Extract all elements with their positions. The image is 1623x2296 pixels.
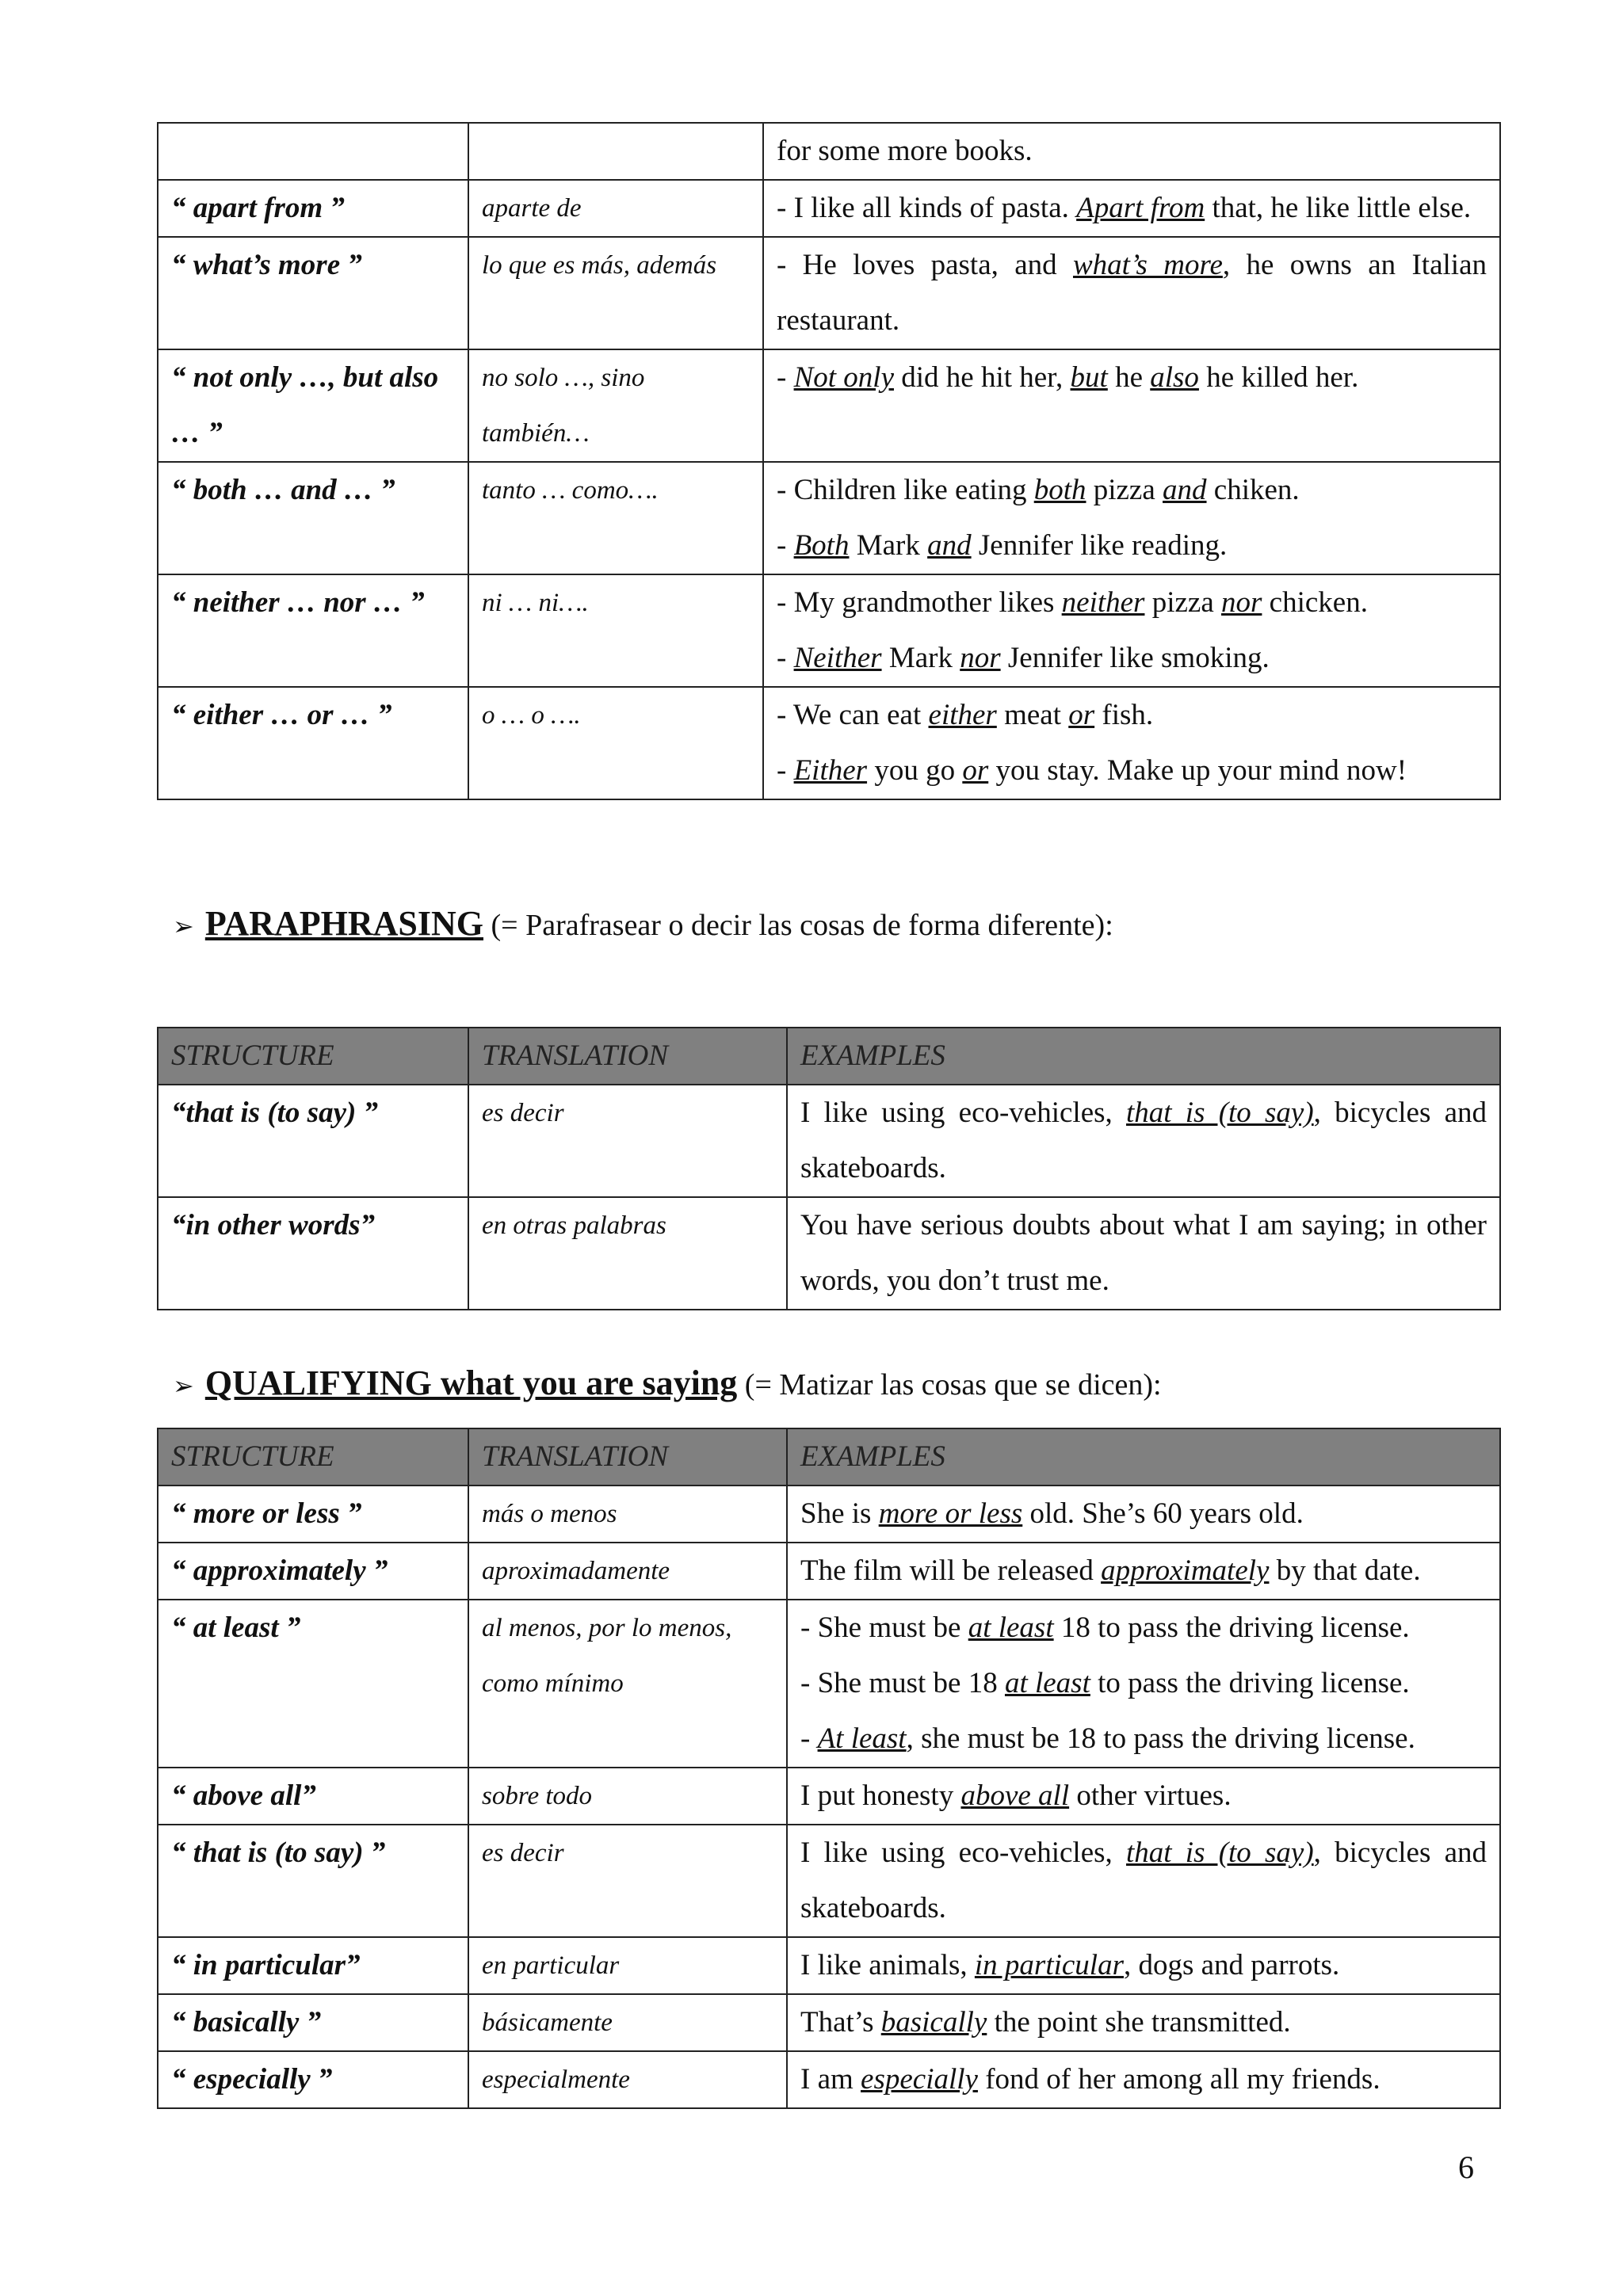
example-text: to pass the driving license. [1090, 1667, 1410, 1699]
examples-cell [787, 1197, 1500, 1310]
highlighted-expression: nor [1221, 586, 1262, 619]
example-text: I put honesty [800, 1779, 961, 1812]
example-text: - [777, 642, 794, 674]
structure-cell: “ not only …, but also … ” [158, 349, 468, 462]
header-cell: EXAMPLES [787, 1028, 1500, 1085]
example-line [777, 238, 1487, 349]
examples-cell [763, 687, 1500, 799]
table-row [158, 123, 1500, 180]
example-text: - [800, 1722, 818, 1755]
table-row [158, 1543, 1500, 1600]
example-text: did he hit her, [894, 361, 1071, 394]
example-text: that, he like little else. [1205, 192, 1472, 224]
highlighted-expression: above all [960, 1779, 1070, 1812]
example-line [800, 2052, 1487, 2107]
structure-cell: “that is (to say) ” [158, 1085, 468, 1197]
translation-cell: básicamente [468, 1994, 787, 2051]
examples-cell [787, 1994, 1500, 2051]
table-body [158, 1028, 1500, 1310]
structure-cell: “ neither … nor … ” [158, 574, 468, 687]
structure-cell: “ that is (to say) ” [158, 1825, 468, 1937]
paraphrasing-table [157, 1027, 1501, 1310]
translation-cell: más o menos [468, 1486, 787, 1543]
table-row [158, 1600, 1500, 1768]
section-note: (= Parafrasear o decir las cosas de forma diferente): [483, 909, 1113, 942]
examples-cell [787, 1825, 1500, 1937]
example-text: , she must be 18 to pass the driving license. [906, 1722, 1415, 1755]
example-text: - He loves pasta, and [777, 249, 1073, 281]
structure-cell: “in other words” [158, 1197, 468, 1310]
translation-cell: ni … ni…. [468, 574, 763, 687]
structure-cell: “ more or less ” [158, 1486, 468, 1543]
examples-cell [763, 349, 1500, 462]
structure-cell: “ either … or … ” [158, 687, 468, 799]
highlighted-expression: especially [861, 2063, 978, 2096]
highlighted-expression: neither [1061, 586, 1145, 619]
highlighted-expression: and [927, 529, 972, 562]
example-text: 18 to pass the driving license. [1053, 1611, 1410, 1644]
example-text: Mark [881, 642, 960, 674]
examples-cell [763, 462, 1500, 574]
example-text: - [777, 361, 794, 394]
qualifying-table [157, 1428, 1501, 2109]
example-text: , bicycles and skateboards. [800, 1836, 1487, 1924]
translation-cell: lo que es más, además [468, 237, 763, 349]
example-line [800, 1486, 1487, 1542]
example-text: That’s [800, 2006, 881, 2039]
example-text: chicken. [1262, 586, 1368, 619]
example-text: the point she transmitted. [987, 2006, 1291, 2039]
example-line [800, 1085, 1487, 1196]
table-row [158, 1825, 1500, 1937]
table-row [158, 1486, 1500, 1543]
highlighted-expression: and [1163, 474, 1207, 506]
example-text: The film will be released [800, 1554, 1102, 1587]
translation-cell [468, 123, 763, 180]
example-text: Jennifer like smoking. [1000, 642, 1270, 674]
highlighted-expression: both [1033, 474, 1086, 506]
header-cell: TRANSLATION [468, 1028, 787, 1085]
examples-cell [763, 180, 1500, 237]
example-text: you go [867, 754, 963, 787]
highlighted-expression: what’s more [1072, 249, 1223, 281]
highlighted-expression: Both [793, 529, 850, 562]
examples-cell [763, 123, 1500, 180]
table-body [158, 1428, 1500, 2108]
example-text: I like using eco-vehicles, [800, 1836, 1127, 1869]
structure-cell: “ what’s more ” [158, 237, 468, 349]
highlighted-expression: Either [793, 754, 868, 787]
examples-cell [787, 1543, 1500, 1600]
connectors-table-continued [157, 122, 1501, 800]
example-text: Jennifer like reading. [971, 529, 1228, 562]
example-line [777, 350, 1487, 406]
example-text: - I like all kinds of pasta. [777, 192, 1077, 224]
header-cell: STRUCTURE [158, 1428, 468, 1486]
section-heading-qualifying [173, 1363, 1162, 1403]
highlighted-expression: basically [880, 2006, 987, 2039]
arrow-bullet-icon: ➢ [173, 911, 194, 941]
example-text: for some more books. [777, 135, 1033, 167]
highlighted-expression: but [1070, 361, 1108, 394]
structure-cell: “ especially ” [158, 2051, 468, 2108]
highlighted-expression: approximately [1101, 1554, 1270, 1587]
translation-cell: es decir [468, 1825, 787, 1937]
highlighted-expression: or [962, 754, 989, 787]
highlighted-expression: Not only [793, 361, 894, 394]
table-row [158, 687, 1500, 799]
structure-cell: “ both … and … ” [158, 462, 468, 574]
translation-cell: o … o …. [468, 687, 763, 799]
example-line [800, 1768, 1487, 1824]
highlighted-expression: Apart from [1076, 192, 1205, 224]
header-cell: STRUCTURE [158, 1028, 468, 1085]
table-header-row [158, 1028, 1500, 1085]
section-title: QUALIFYING what you are saying [204, 1363, 738, 1402]
table-row [158, 1937, 1500, 1994]
example-line [777, 124, 1487, 179]
highlighted-expression: Neither [793, 642, 882, 674]
page-number: 6 [1458, 2149, 1474, 2185]
example-text: - She must be 18 [800, 1667, 1005, 1699]
translation-cell: en particular [468, 1937, 787, 1994]
table-row [158, 1085, 1500, 1197]
section-heading-paraphrasing [173, 903, 1113, 944]
example-text: , bicycles and skateboards. [800, 1097, 1487, 1184]
example-text: - [777, 754, 794, 787]
example-line [800, 1600, 1487, 1656]
example-text: , dogs and parrots. [1123, 1949, 1340, 1981]
examples-cell [787, 2051, 1500, 2108]
example-text: meat [996, 699, 1069, 731]
translation-cell: en otras palabras [468, 1197, 787, 1310]
example-text: Mark [849, 529, 928, 562]
example-text: - My grandmother likes [777, 586, 1062, 619]
examples-cell [763, 237, 1500, 349]
structure-cell: “ basically ” [158, 1994, 468, 2051]
translation-cell: especialmente [468, 2051, 787, 2108]
example-line [777, 631, 1487, 686]
header-cell: EXAMPLES [787, 1428, 1500, 1486]
example-text: he killed her. [1198, 361, 1359, 394]
example-text: old. She’s 60 years old. [1022, 1497, 1304, 1530]
highlighted-expression: in particular [974, 1949, 1124, 1981]
structure-cell: “ approximately ” [158, 1543, 468, 1600]
example-text: by that date. [1269, 1554, 1421, 1587]
example-line [800, 1711, 1487, 1767]
example-line [777, 688, 1487, 743]
highlighted-expression: also [1150, 361, 1199, 394]
example-text: You have serious doubts about what I am saying; in other words, you don’t trust me. [800, 1209, 1487, 1297]
example-text: chiken. [1206, 474, 1300, 506]
example-line [800, 1543, 1487, 1599]
highlighted-expression: that is (to say) [1126, 1097, 1314, 1129]
examples-cell [787, 1937, 1500, 1994]
example-text: , he owns an Italian restaurant. [777, 249, 1487, 337]
highlighted-expression: at least [1004, 1667, 1090, 1699]
example-text: other virtues. [1069, 1779, 1232, 1812]
example-text: - [777, 529, 794, 562]
structure-cell: “ at least ” [158, 1600, 468, 1768]
example-line [777, 575, 1487, 631]
example-line [800, 1995, 1487, 2050]
example-text: fond of her among all my friends. [977, 2063, 1381, 2096]
highlighted-expression: nor [960, 642, 1001, 674]
section-title: PARAPHRASING [204, 904, 483, 943]
table-row [158, 462, 1500, 574]
example-text: - Children like eating [777, 474, 1034, 506]
examples-cell [787, 1768, 1500, 1825]
example-line [800, 1656, 1487, 1711]
translation-cell: aproximadamente [468, 1543, 787, 1600]
section-note: (= Matizar las cosas que se dicen): [737, 1368, 1162, 1402]
example-text: - We can eat [777, 699, 929, 731]
example-line [777, 181, 1487, 236]
highlighted-expression: either [928, 699, 997, 731]
example-text: pizza [1086, 474, 1163, 506]
example-text: I am [800, 2063, 861, 2096]
structure-cell [158, 123, 468, 180]
example-text: you stay. Make up your mind now! [988, 754, 1407, 787]
example-text: She is [800, 1497, 879, 1530]
translation-cell: no solo …, sino también… [468, 349, 763, 462]
header-cell: TRANSLATION [468, 1428, 787, 1486]
translation-cell: al menos, por lo menos, como mínimo [468, 1600, 787, 1768]
example-text: - She must be [800, 1611, 968, 1644]
table-row [158, 1994, 1500, 2051]
translation-cell: aparte de [468, 180, 763, 237]
table-header-row [158, 1428, 1500, 1486]
examples-cell [787, 1085, 1500, 1197]
table-row [158, 349, 1500, 462]
table-body [158, 123, 1500, 799]
example-text: I like using eco-vehicles, [800, 1097, 1127, 1129]
translation-cell: sobre todo [468, 1768, 787, 1825]
translation-cell: es decir [468, 1085, 787, 1197]
highlighted-expression: more or less [878, 1497, 1023, 1530]
table-row [158, 2051, 1500, 2108]
table-row [158, 1197, 1500, 1310]
example-line [800, 1938, 1487, 1993]
table-row [158, 574, 1500, 687]
highlighted-expression: that is (to say) [1126, 1836, 1314, 1869]
translation-cell: tanto … como…. [468, 462, 763, 574]
example-text: he [1107, 361, 1151, 394]
table-row [158, 1768, 1500, 1825]
arrow-bullet-icon: ➢ [173, 1371, 194, 1401]
structure-cell: “ in particular” [158, 1937, 468, 1994]
example-line [777, 518, 1487, 574]
examples-cell [787, 1486, 1500, 1543]
highlighted-expression: at least [968, 1611, 1054, 1644]
example-line [800, 1198, 1487, 1309]
example-text: pizza [1144, 586, 1222, 619]
example-text: I like animals, [800, 1949, 975, 1981]
examples-cell [787, 1600, 1500, 1768]
examples-cell [763, 574, 1500, 687]
example-line [800, 1825, 1487, 1936]
highlighted-expression: or [1068, 699, 1095, 731]
structure-cell: “ apart from ” [158, 180, 468, 237]
example-line [777, 463, 1487, 518]
highlighted-expression: At least [817, 1722, 907, 1755]
example-text: fish. [1094, 699, 1154, 731]
example-line [777, 743, 1487, 799]
table-row [158, 237, 1500, 349]
structure-cell: “ above all” [158, 1768, 468, 1825]
table-row [158, 180, 1500, 237]
